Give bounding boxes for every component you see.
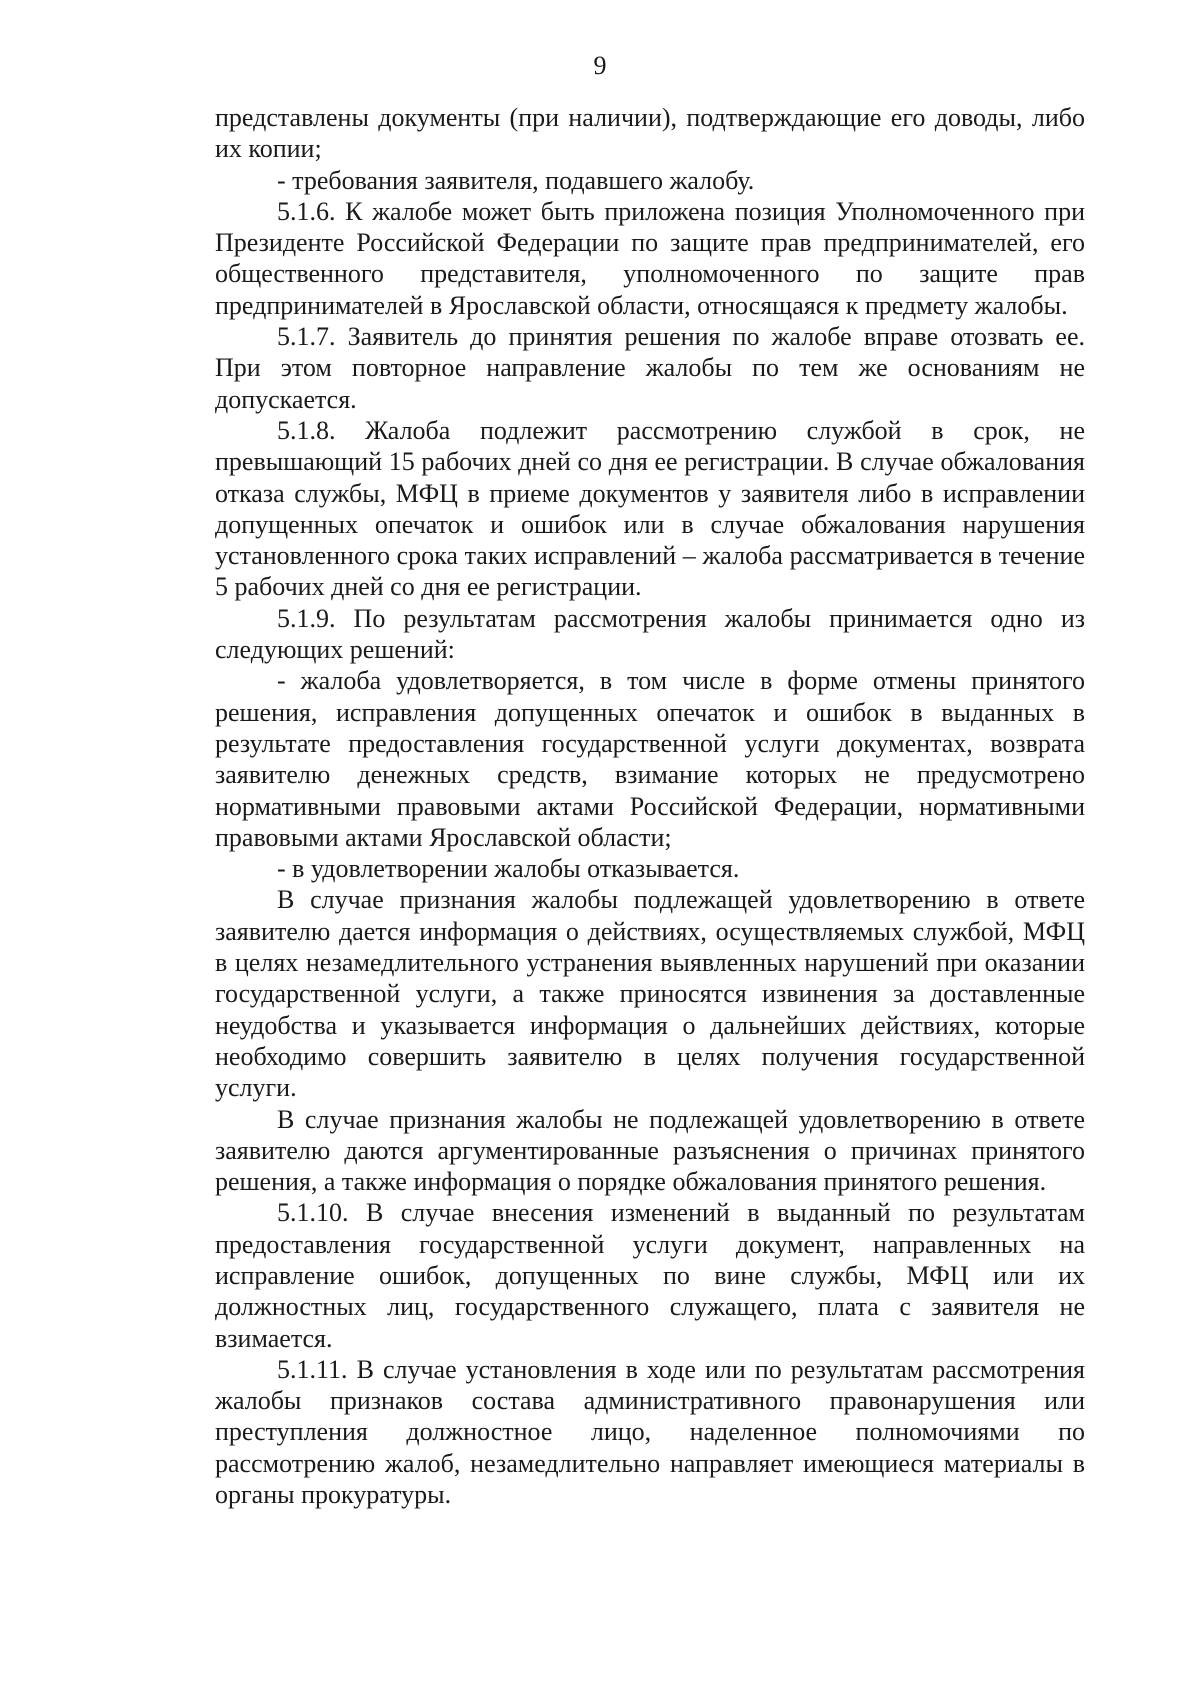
paragraph-5-1-10: 5.1.10. В случае внесения изменений в выданный по результатам предоставления государственной услуги документ, направленных на исправление ошибок, допущенных по вине службы, МФЦ или их должностных лиц, государственного служащего, плата с заявителя не взимается. xyxy=(215,1198,1085,1353)
paragraph-if-not-satisfied: В случае признания жалобы не подлежащей удовлетворению в ответе заявителю даются аргументированные разъяснения о причинах принятого решения, а также информация о порядке обжалования принятого решения. xyxy=(215,1104,1085,1197)
paragraph-decision-refused: - в удовлетворении жалобы отказывается. xyxy=(277,854,740,884)
paragraph-complaint-requirements: - требования заявителя, подавшего жалобу. xyxy=(277,165,755,195)
paragraph-5-1-7: 5.1.7. Заявитель до принятия решения по жалобе вправе отозвать ее. При этом повторное направление жалобы по тем же основаниям не допускается. xyxy=(215,322,1085,414)
paragraph-5-1-11: 5.1.11. В случае установления в ходе или по результатам рассмотрения жалобы признаков состава административного правонарушения или преступления должностное лицо, наделенное полномочиями по рассмотрению жалоб, незамедлительно направляет имеющиеся материалы в органы прокуратуры. xyxy=(215,1354,1085,1510)
paragraph-if-satisfied: В случае признания жалобы подлежащей удовлетворению в ответе заявителю дается информация о действиях, осуществляемых службой, МФЦ в целях незамедлительного устранения выявленных нарушений при оказании государственной услуги, а также приносятся извинения за доставленные неудобства и указывается информация о дальнейших действиях, которые необходимо совершить заявителю в целях получения государственной услуги. xyxy=(215,885,1085,1103)
page-number: 9 xyxy=(593,51,607,80)
paragraph-continuation: представлены документы (при наличии), подтверждающие его доводы, либо их копии; xyxy=(215,103,1085,164)
document-body xyxy=(215,102,1085,1510)
paragraph-5-1-6: 5.1.6. К жалобе может быть приложена позиция Уполномоченного при Президенте Российской Федерации по защите прав предпринимателей, его общественного представителя, уполномоченного по защите прав предпринимателей в Ярославской области, относящаяся к предмету жалобы. xyxy=(215,196,1085,320)
paragraph-decision-satisfied: - жалоба удовлетворяется, в том числе в форме отмены принятого решения, исправления допущенных опечаток и ошибок в выданных в результате предоставления государственной услуги документах, возврата заявителю денежных средств, взимание которых не предусмотрено нормативными правовыми актами Российской Федерации, нормативными правовыми актами Ярославской области; xyxy=(215,666,1085,852)
paragraph-5-1-8: 5.1.8. Жалоба подлежит рассмотрению службой в срок, не превышающий 15 рабочих дней со дня ее регистрации. В случае обжалования отказа службы, МФЦ в приеме документов у заявителя либо в исправлении допущенных опечаток и ошибок или в случае обжалования нарушения установленного срока таких исправлений – жалоба рассматривается в течение 5 рабочих дней со дня ее регистрации. xyxy=(215,415,1085,602)
paragraph-5-1-9: 5.1.9. По результатам рассмотрения жалобы принимается одно из следующих решений: xyxy=(215,603,1085,665)
